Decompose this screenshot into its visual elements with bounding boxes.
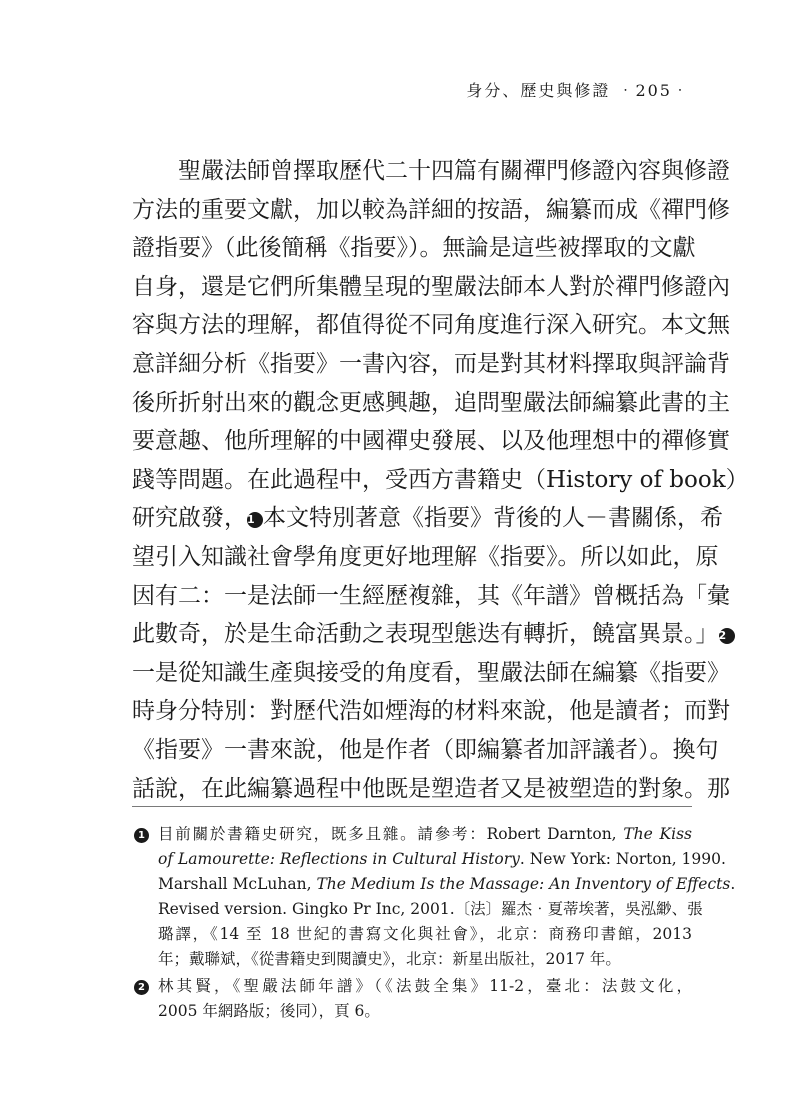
body-line: 因有二：一是法師一生經歷複雜，其《年譜》曾概括為「彙: [132, 582, 730, 609]
footnote-line: 林其賢，《聖嚴法師年譜》（《法鼓全集》11-2，臺北：法鼓文化，: [158, 977, 692, 995]
footnote-text: . New York: Norton, 1990.: [519, 850, 726, 868]
body-line: 一是從知識生產與接受的角度看，聖嚴法師在編纂《指要》: [132, 659, 730, 686]
footnote-line: 年；戴聯斌，《從書籍史到閱讀史》，北京：新星出版社，2017 年。: [158, 950, 621, 968]
book-title: The Kiss: [623, 825, 692, 843]
footnote-line: [158, 822, 692, 847]
footnote-ref-1[interactable]: 1: [247, 512, 263, 528]
body-line-segment: 研究啟發，: [132, 505, 247, 532]
footnote-ref-2[interactable]: 2: [719, 628, 735, 644]
footnote-text: .: [730, 875, 736, 893]
body-line: 時身分特別：對歷代浩如煙海的材料來說，他是讀者；而對: [132, 698, 730, 725]
footnote-2: [132, 974, 692, 1024]
footnote-marker-2: 2: [134, 980, 149, 995]
body-line: 《指要》一書來說，他是作者（即編纂者加評議者）。換句: [132, 736, 719, 763]
footnote-line: 璐譯，《14 至 18 世紀的書寫文化與社會》，北京：商務印書館，2013: [158, 925, 692, 943]
body-line: 證指要》（此後簡稱《指要》）。無論是這些被擇取的文獻: [132, 235, 696, 262]
footnote-text: 目前關於書籍史研究，既多且雜。請參考：Robert Darnton,: [158, 825, 624, 843]
body-line: 自身，還是它們所集體呈現的聖嚴法師本人對於禪門修證內: [132, 273, 730, 300]
footnote-rule: [132, 806, 692, 807]
body-line: 容與方法的理解，都值得從不同角度進行深入研究。本文無: [132, 312, 730, 339]
body-text: [132, 152, 749, 808]
body-line: 踐等問題。在此過程中，受西方書籍史（History of book）: [132, 466, 749, 493]
body-line: 後所折射出來的觀念更感興趣，追問聖嚴法師編纂此書的主: [132, 389, 730, 416]
book-title: The Medium Is the Massage: An Inventory of Effects: [316, 875, 731, 893]
footnote-line: [158, 847, 726, 872]
body-line: 方法的重要文獻，加以較為詳細的按語，編纂而成《禪門修: [132, 196, 730, 223]
body-line: 聖嚴法師曾擇取歷代二十四篇有關禪門修證內容與修證: [178, 158, 730, 184]
footnote-text: Marshall McLuhan,: [158, 875, 317, 893]
body-line: 意詳細分析《指要》一書內容，而是對其材料擇取與評論背: [132, 350, 730, 377]
footnote-line: 2005 年網路版；後同），頁 6。: [158, 1002, 380, 1020]
running-head: 身分、歷史與修證 ‧205‧: [466, 81, 690, 100]
footnotes: [132, 822, 736, 1024]
footnote-1: [132, 822, 736, 972]
body-line: 話說，在此編纂過程中他既是塑造者又是被塑造的對象。那: [132, 775, 730, 802]
body-line: 要意趣、他所理解的中國禪史發展、以及他理想中的禪修實: [132, 428, 730, 455]
body-line: 望引入知識社會學角度更好地理解《指要》。所以如此，原: [132, 543, 719, 570]
body-line-segment: 此數奇，於是生命活動之表現型態迭有轉折，饒富異景。」: [132, 621, 719, 648]
footnote-line: Revised version. Gingko Pr Inc, 2001.〔法〕羅杰‧夏蒂埃著，吳泓緲、張: [158, 900, 703, 918]
body-line-segment: 本文特別著意《指要》背後的人－書關係，希: [263, 505, 723, 532]
footnote-line: [158, 872, 736, 897]
body-line: [132, 615, 727, 654]
book-title: of Lamourette: Reflections in Cultural History: [158, 850, 520, 868]
body-line: [132, 499, 723, 538]
footnote-marker-1: 1: [134, 828, 149, 843]
